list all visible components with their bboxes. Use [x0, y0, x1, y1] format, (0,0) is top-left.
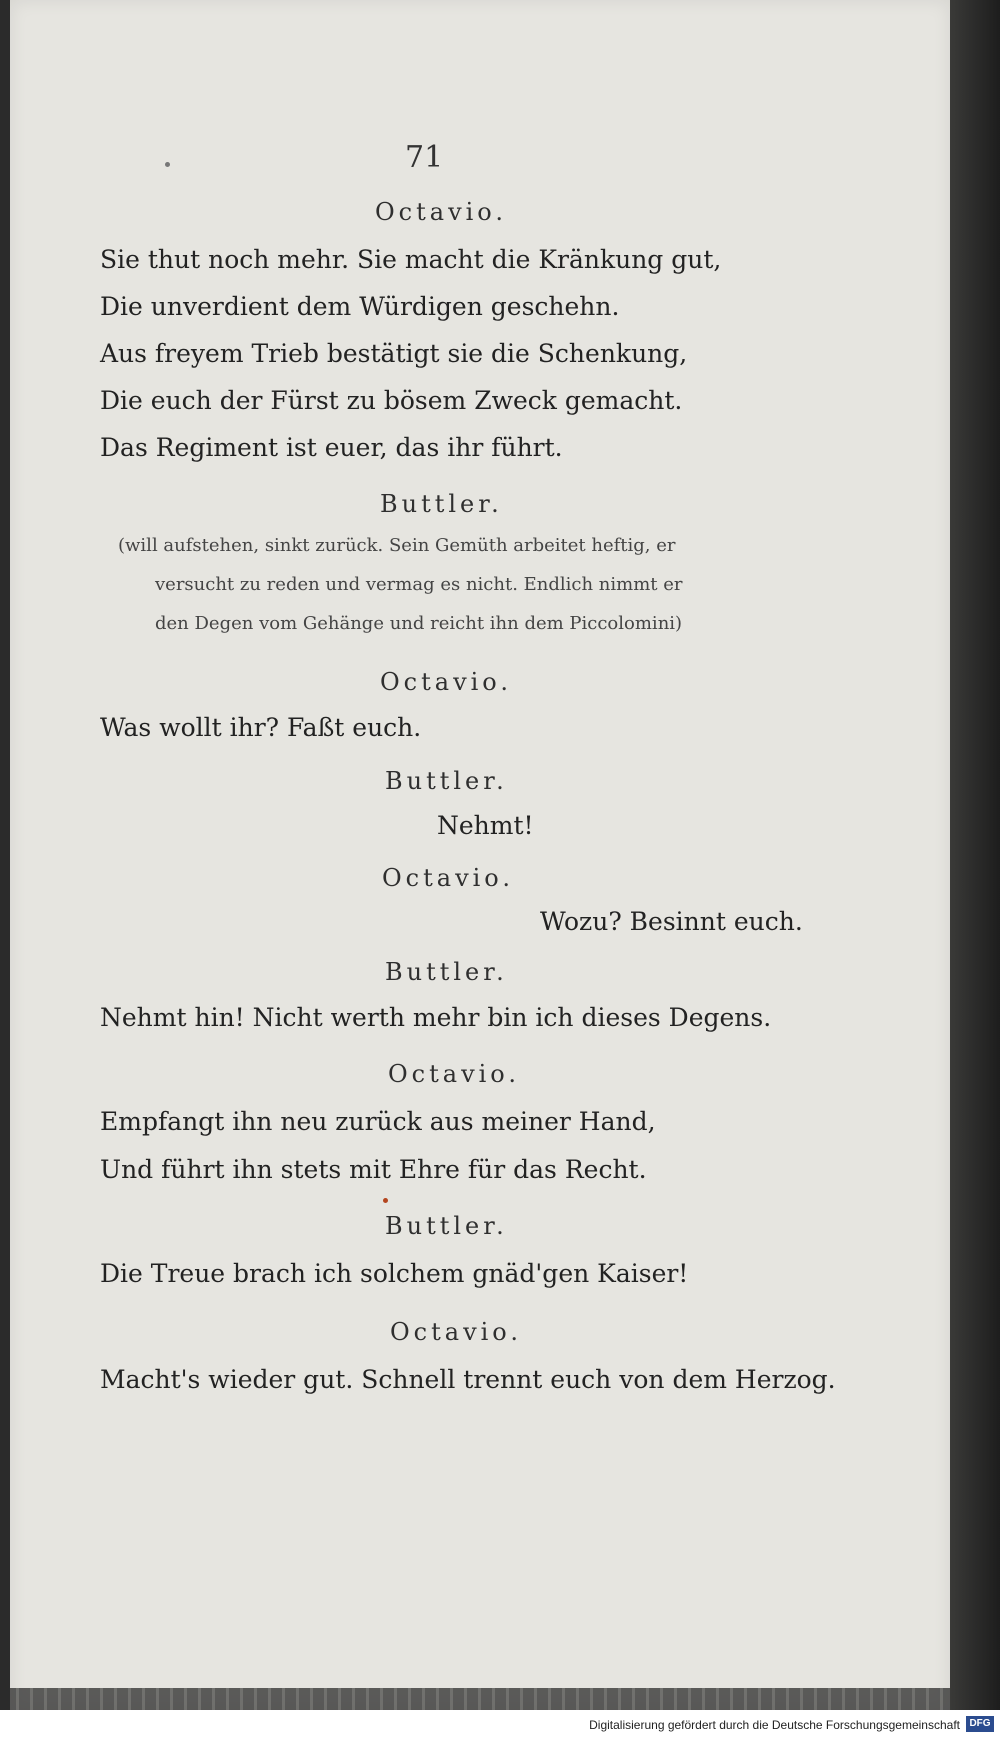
- ink-speck: [383, 1198, 388, 1203]
- verse-line: Empfangt ihn neu zurück aus meiner Hand,: [100, 1107, 656, 1136]
- stage-direction: versucht zu reden und vermag es nicht. Endlich nimmt er: [155, 574, 683, 595]
- verse-line: Sie thut noch mehr. Sie macht die Kränkung gut,: [100, 245, 722, 274]
- verse-line: Die euch der Fürst zu bösem Zweck gemacht.: [100, 386, 683, 415]
- speaker-name: Buttler.: [385, 958, 508, 986]
- verse-line: Nehmt!: [437, 811, 534, 840]
- footer-bar: [0, 1710, 1000, 1739]
- page-number: 71: [405, 140, 444, 175]
- dfg-logo: DFG: [966, 1716, 994, 1732]
- verse-line: Die Treue brach ich solchem gnäd'gen Kaiser!: [100, 1259, 689, 1288]
- speaker-name: Octavio.: [380, 668, 512, 696]
- speaker-name: Buttler.: [380, 490, 503, 518]
- verse-line: Das Regiment ist euer, das ihr führt.: [100, 433, 563, 462]
- speaker-name: Octavio.: [375, 198, 507, 226]
- verse-line: Was wollt ihr? Faßt euch.: [100, 713, 422, 742]
- verse-line: Aus freyem Trieb bestätigt sie die Schenkung,: [100, 339, 688, 368]
- speaker-name: Octavio.: [390, 1318, 522, 1346]
- page-edge-shadow: [950, 0, 1000, 1710]
- verse-line: Wozu? Besinnt euch.: [540, 907, 803, 936]
- speaker-name: Octavio.: [382, 864, 514, 892]
- speaker-name: Buttler.: [385, 767, 508, 795]
- stage-direction: den Degen vom Gehänge und reicht ihn dem Piccolomini): [155, 613, 683, 634]
- ink-speck: [165, 162, 170, 167]
- digitization-credit: Digitalisierung gefördert durch die Deutsche Forschungsgemeinschaft: [589, 1718, 960, 1732]
- speaker-name: Octavio.: [388, 1060, 520, 1088]
- verse-line: Die unverdient dem Würdigen geschehn.: [100, 292, 620, 321]
- stage-direction: (will aufstehen, sinkt zurück. Sein Gemüth arbeitet heftig, er: [118, 535, 676, 556]
- speaker-name: Buttler.: [385, 1212, 508, 1240]
- torn-bottom-edge: [10, 1688, 950, 1710]
- verse-line: Macht's wieder gut. Schnell trennt euch von dem Herzog.: [100, 1365, 836, 1394]
- verse-line: Nehmt hin! Nicht werth mehr bin ich dieses Degens.: [100, 1003, 772, 1032]
- verse-line: Und führt ihn stets mit Ehre für das Recht.: [100, 1155, 647, 1184]
